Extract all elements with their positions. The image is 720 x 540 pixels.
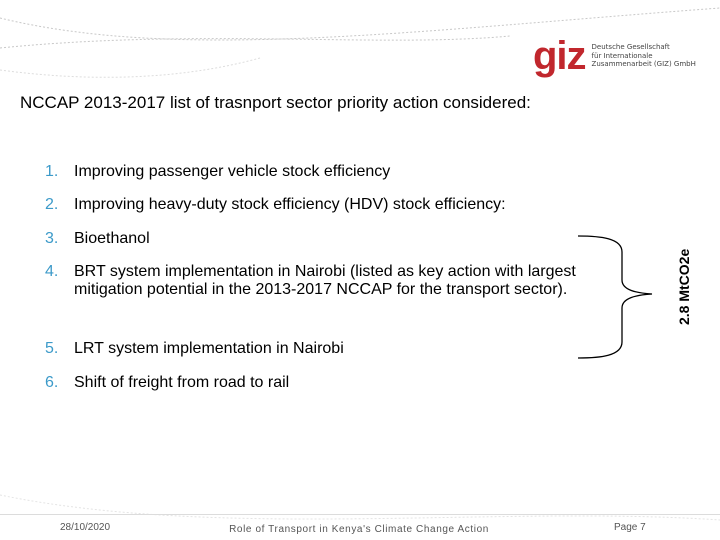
footer-page-number: Page 7 [614,522,646,533]
action-text: LRT system implementation in Nairobi [74,340,344,357]
action-number: 3. [45,230,59,247]
action-text: Improving heavy-duty stock efficiency (HDV) stock efficiency: [74,196,506,213]
action-text: Shift of freight from road to rail [74,374,290,391]
action-number: 2. [45,196,59,213]
action-number: 1. [45,163,59,180]
action-number: 4. [45,263,59,280]
action-text: Bioethanol [74,230,150,247]
logo-line: Zusammenarbeit (GIZ) GmbH [591,60,696,68]
slide-title: NCCAP 2013-2017 list of trasnport sector priority action considered: [20,93,531,112]
action-number: 6. [45,374,59,391]
logo-line: für Internationale [591,51,653,60]
action-number: 5. [45,340,59,357]
action-text: Improving passenger vehicle stock efficiency [74,163,391,180]
giz-logo-mark: giz [533,34,586,78]
mitigation-total-label: 2.8 MtCO2e [676,248,692,326]
footer-divider [0,514,720,515]
logo-line: Deutsche Gesellschaft [591,43,670,51]
footer-date: 28/10/2020 [60,522,111,533]
footer-title: Role of Transport in Kenya's Climate Change Action [229,524,489,535]
action-text: BRT system implementation in Nairobi (listed as key action with largest mitigation potential in the 2013-2017 NCCAP for the transport sector). [74,263,576,298]
